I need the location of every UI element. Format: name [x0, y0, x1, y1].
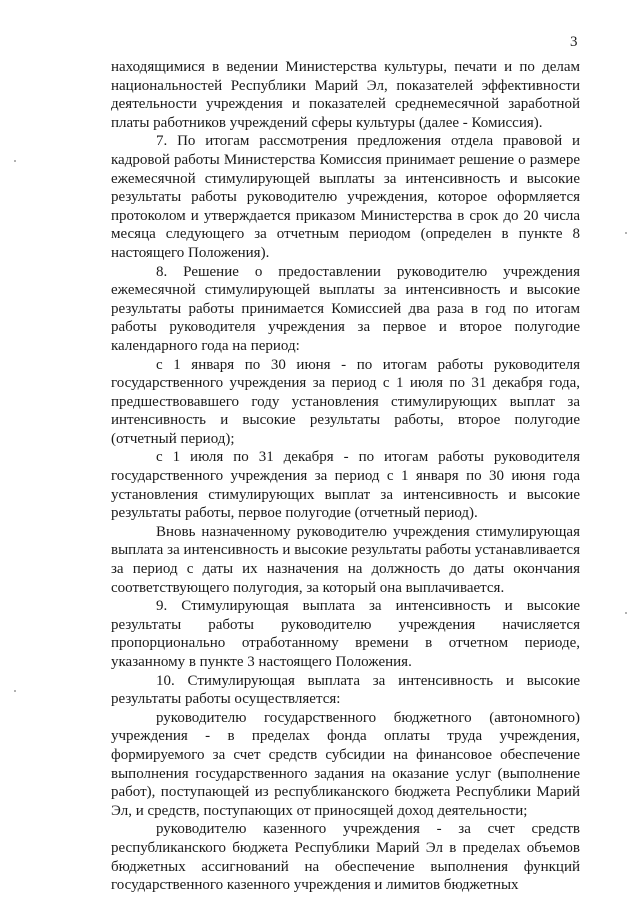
document-body: [111, 58, 580, 895]
paragraph-item-10: 10. Стимулирующая выплата за интенсивность и высокие результаты работы осуществляется:: [111, 672, 580, 708]
paragraph-item-8: 8. Решение о предоставлении руководителю учреждения ежемесячной стимулирующей выплаты за интенсивность и высокие результаты работы принимается Комиссией два раза в год по итогам работы руководителя учреждения за первое и второе полугодие календарного года на период:: [111, 263, 580, 354]
paragraph-item-9: 9. Стимулирующая выплата за интенсивность и высокие результаты работы руководителю учреждения начисляется пропорционально отработанному времени в отчетном периоде, указанному в пункте 3 настоящего Положения.: [111, 598, 580, 670]
scan-artifact: [14, 690, 16, 692]
paragraph-new-director: Вновь назначенному руководителю учреждения стимулирующая выплата за интенсивность и высокие результаты работы устанавливается за период с даты их назначения на должность до даты окончания соответствующего полугодия, за который она выплачивается.: [111, 523, 580, 596]
paragraph-budget-institution: руководителю государственного бюджетного (автономного) учреждения - в пределах фонда оплаты труда учреждения, формируемого за счет средств субсидии на финансовое обеспечение выполнения государственного задания на оказание услуг (выполнение работ), поступающей из республиканского бюджета Республики Марий Эл, и средств, поступающих от приносящей доход деятельности;: [111, 709, 580, 819]
paragraph-period-second: с 1 июля по 31 декабря - по итогам работы руководителя государственного учреждения за период с 1 января по 30 июня года установления стимулирующих выплат за интенсивность и высокие результаты работы, первое полугодие (отчетный период).: [111, 449, 580, 522]
paragraph-period-first: с 1 января по 30 июня - по итогам работы руководителя государственного учреждения за период с 1 июля по 31 декабря года, предшествовавшего году установления стимулирующих выплат за интенсивность и высокие результаты работы, второе полугодие (отчетный период);: [111, 356, 580, 447]
scan-artifact: [625, 612, 627, 614]
page-number: 3: [570, 34, 578, 50]
scan-artifact: [625, 232, 627, 234]
scan-artifact: [14, 160, 16, 162]
paragraph-continuation: находящимися в ведении Министерства культуры, печати и по делам национальностей Республики Марий Эл, показателей эффективности деятельности учреждения и показателей среднемесячной заработной платы работников учреждений сферы культуры (далее - Комиссия).: [111, 59, 580, 131]
paragraph-item-7: 7. По итогам рассмотрения предложения отдела правовой и кадровой работы Министерства Комиссия принимает решение о размере ежемесячной стимулирующей выплаты за интенсивность и высокие результаты работы руководителю учреждения, которое оформляется протоколом и утверждается приказом Министерства в срок до 20 числа месяца следующего за отчетным периодом (определен в пункте 8 настоящего Положения).: [111, 133, 580, 261]
paragraph-state-institution: руководителю казенного учреждения - за счет средств республиканского бюджета Республики Марий Эл в пределах объемов бюджетных ассигнований на обеспечение выполнения функций государственного казенного учреждения и лимитов бюджетных: [111, 821, 580, 894]
